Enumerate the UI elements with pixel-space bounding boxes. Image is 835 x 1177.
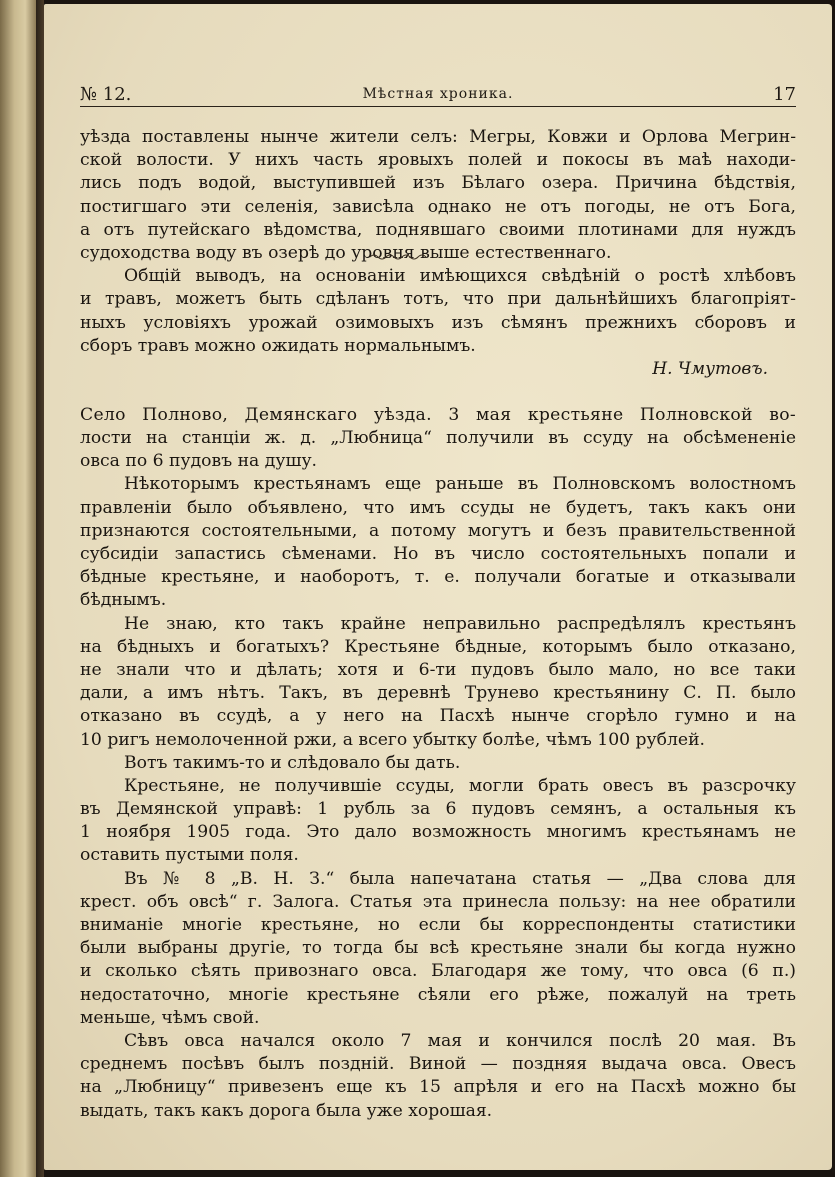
text-line: бѣдные крестьяне, и наоборотъ, т. е. получали богатые и отказывали [80, 567, 796, 588]
text-line: Вотъ такимъ-то и слѣдовало бы дать. [124, 752, 461, 773]
text-line: лости на станціи ж. д. „Любница“ получили въ ссуду на обсѣмененіе [80, 428, 796, 449]
section-gap [80, 382, 796, 404]
author-signature: Н. Чмутовъ. [652, 358, 768, 379]
text-line: среднемъ посѣвъ былъ поздній. Виной — поздняя выдача овса. Овесъ [80, 1054, 796, 1075]
text-line: 10 ригъ немолоченной ржи, а всего убытку болѣе, чѣмъ 100 рублей. [80, 729, 705, 750]
text-line: Общій выводъ, на основаніи имѣющихся свѣдѣній о ростѣ хлѣбовъ [124, 266, 796, 287]
signature-row [80, 358, 796, 382]
text-line: субсидіи запастись сѣменами. Но въ число состоятельныхъ попали и [80, 544, 796, 564]
header-rule [80, 106, 796, 107]
text-line: отказано въ ссудѣ, а у него на Пасхѣ нынче сгорѣло гумно и на [80, 706, 796, 727]
issue-number: № 12. [80, 84, 132, 105]
text-line: судоходства воду въ озерѣ до уровня выше естественнаго. [80, 242, 612, 263]
text-line: меньше, чѣмъ свой. [80, 1007, 260, 1028]
text-line: не знали что и дѣлать; хотя и 6-ти пудовъ было мало, но все таки [80, 659, 796, 680]
ornament-divider [368, 252, 428, 262]
text-line: и травъ, можетъ быть сдѣланъ тотъ, что при дальнѣйшихъ благопріят- [80, 289, 796, 310]
text-line: крест. объ овсѣ“ г. Залога. Статья эта принесла пользу: на нее обратили [80, 891, 796, 912]
text-line: постигшаго эти селенія, зависѣла однако не отъ погоды, не отъ Бога, [80, 196, 796, 217]
text-line: Село Полново, Демянскаго уѣзда. 3 мая крестьяне Полновской во- [80, 404, 796, 425]
text-line: лись подъ водой, выступившей изъ Бѣлаго озера. Причина бѣдствія, [80, 173, 796, 194]
text-line: были выбраны другіе, то тогда бы всѣ крестьяне знали бы когда нужно [80, 938, 796, 959]
text-line: ныхъ условіяхъ урожай озимовыхъ изъ сѣмянъ прежнихъ сборовъ и [80, 312, 796, 333]
text-line: правленіи было объявлено, что имъ ссуды не будетъ, такъ какъ они [80, 497, 796, 518]
text-line: Нѣкоторымъ крестьянамъ еще раньше въ Полновскомъ волостномъ [124, 474, 796, 495]
page [44, 4, 832, 1170]
adjacent-page-edge [0, 0, 36, 1177]
text-line: Крестьяне, не получившіе ссуды, могли брать овесъ въ разсрочку [124, 775, 796, 796]
text-line: признаются состоятельными, а потому могутъ и безъ правительственной [80, 520, 796, 541]
page-number: 17 [773, 84, 796, 105]
text-line: оставить пустыми поля. [80, 845, 299, 866]
text-line: овса по 6 пудовъ на душу. [80, 451, 318, 472]
text-line: уѣзда поставлены нынче жители селъ: Мегры, Ковжи и Орлова Мегрин- [80, 127, 796, 147]
text-line: на бѣдныхъ и богатыхъ? Крестьяне бѣдные, которымъ было отказано, [80, 636, 796, 657]
book-gutter [36, 0, 44, 1177]
text-line: Не знаю, кто такъ крайне неправильно распредѣлялъ крестьянъ [124, 613, 796, 634]
text-line: недостаточно, многіе крестьяне сѣяли его рѣже, пожалуй на треть [80, 984, 796, 1005]
text-line: и сколько сѣять привознаго овса. Благодаря же тому, что овса (6 п.) [80, 961, 796, 982]
text-line: вниманіе многіе крестьяне, но если бы корреспонденты статистики [80, 915, 796, 935]
text-line: сборъ травъ можно ожидать нормальнымъ. [80, 335, 476, 356]
text-line: бѣднымъ. [80, 590, 167, 611]
text-line: выдать, такъ какъ дорога была уже хорошая. [80, 1100, 493, 1121]
text-line: Въ № 8 „В. Н. З.“ была напечатана статья — „Два слова для [124, 868, 796, 889]
section-title: Мѣстная хроника. [362, 86, 514, 102]
text-line: Сѣвъ овса начался около 7 мая и кончился послѣ 20 мая. Въ [124, 1030, 796, 1051]
body-text [80, 126, 796, 1123]
text-line: 1 ноября 1905 года. Это дало возможность многимъ крестьянамъ не [80, 822, 796, 843]
text-line: на „Любницу“ привезенъ еще къ 15 апрѣля и его на Пасхѣ можно бы [80, 1077, 796, 1098]
text-line: въ Демянской управѣ: 1 рубль за 6 пудовъ семянъ, а остальныя къ [80, 799, 796, 820]
text-line: дали, а имъ нѣтъ. Такъ, въ деревнѣ Трунево крестьянину С. П. было [80, 683, 796, 704]
text-line: а отъ путейскаго вѣдомства, поднявшаго своими плотинами для нуждъ [80, 219, 796, 240]
text-line: ской волости. У нихъ часть яровыхъ полей и покосы въ маѣ находи- [80, 150, 796, 171]
